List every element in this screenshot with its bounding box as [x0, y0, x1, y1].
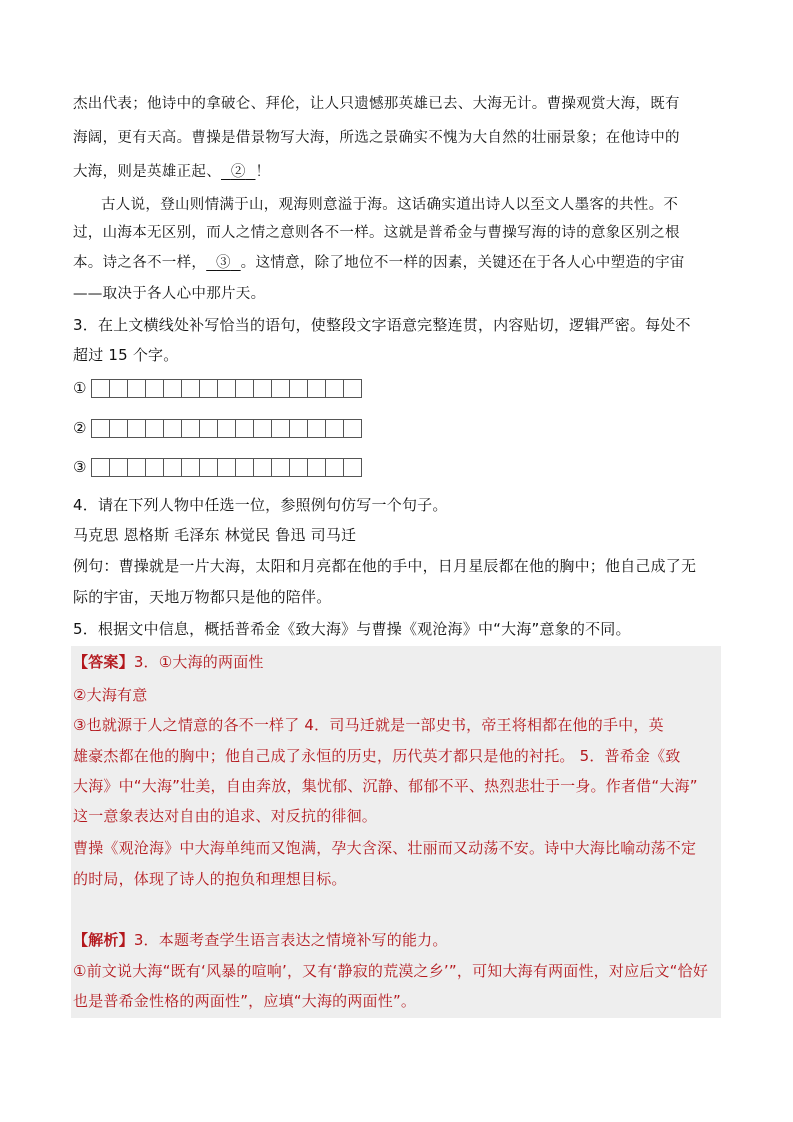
answer-text: 3．①大海的两面性 — [133, 653, 264, 671]
question-4-example: 际的宇宙，天地万物都只是他的陪伴。 — [73, 588, 332, 606]
passage-text: ！ — [255, 164, 271, 180]
answer-line — [73, 651, 264, 672]
grid-label: ③ — [73, 458, 87, 476]
passage-text: 本。诗之各不一样， — [73, 255, 207, 271]
question-4-example: 例句：曹操就是一片大海，太阳和月亮都在他的手中，日月星辰都在他的胸中；他自己成了无 — [73, 557, 697, 575]
passage-text: 大海，则是英雄正起、 — [73, 164, 221, 180]
char-boxes[interactable] — [91, 458, 362, 477]
question-4-text: 4．请在下列人物中任选一位，参照例句仿写一个句子。 — [73, 496, 448, 514]
answer-line: 这一意象表达对自由的追求、对反抗的徘徊。 — [73, 807, 378, 825]
question-3-text: 3．在上文横线处补写恰当的语句，使整段文字语意完整连贯，内容贴切，逻辑严密。每处不 — [73, 316, 691, 334]
passage-line — [73, 160, 270, 181]
passage-line: 古人说，登山则情满于山，观海则意溢于海。这话确实道出诗人以至文人墨客的共性。不 — [101, 197, 679, 213]
question-4-names: 马克思 恩格斯 毛泽东 林觉民 鲁迅 司马迁 — [73, 526, 357, 544]
analysis-tag: 【解析】 — [73, 931, 134, 949]
answer-line: 曹操《观沧海》中大海单纯而又饱满，孕大含深、壮丽而又动荡不安。诗中大海比喻动荡不定 — [73, 839, 697, 857]
answer-grid-3 — [73, 456, 362, 478]
answer-line: 的时局，体现了诗人的抱负和理想目标。 — [73, 870, 347, 888]
answer-line: ②大海有意 — [73, 686, 148, 704]
grid-label: ② — [73, 419, 87, 437]
answer-line: 大海》中“大海”壮美，自由奔放，集忧郁、沉静、郁郁不平、热烈悲壮于一身。作者借“大海” — [73, 777, 698, 795]
answer-line: 雄豪杰都在他的胸中；他自己成了永恒的历史，历代英才都只是他的衬托。 5．普希金《致 — [73, 747, 681, 765]
passage-line — [73, 251, 685, 272]
passage-line: 杰出代表；他诗中的拿破仑、拜伦，让人只遗憾那英雄已去、大海无计。曹操观赏大海，既有 — [73, 96, 680, 112]
answer-line: ③也就源于人之情意的各不一样了 4．司马迁就是一部史书，帝王将相都在他的手中，英 — [73, 716, 664, 734]
question-3-text: 超过 15 个字。 — [73, 346, 179, 364]
answer-grid-2 — [73, 417, 362, 439]
passage-line: 过，山海本无区别，而人之情之意则各不一样。这就是普希金与曹操写海的诗的意象区别之根 — [73, 225, 680, 241]
char-boxes[interactable] — [91, 419, 362, 438]
passage-line: 海阔，更有天高。曹操是借景物写大海，所选之景确实不愧为大自然的壮丽景象；在他诗中的 — [73, 130, 680, 146]
question-5-text: 5．根据文中信息，概括普希金《致大海》与曹操《观沧海》中“大海”意象的不同。 — [73, 620, 631, 638]
answer-tag: 【答案】 — [73, 653, 134, 671]
analysis-line: 也是普希金性格的两面性”，应填“大海的两面性”。 — [73, 992, 417, 1010]
analysis-line: ①前文说大海“既有‘风暴的喧响’，又有‘静寂的荒漠之乡’”，可知大海有两面性，对应后文“恰好 — [73, 962, 709, 980]
blank-marker: ③ — [216, 255, 231, 271]
analysis-line — [73, 929, 448, 950]
blank-3 — [206, 255, 240, 271]
passage-line: ——取决于各人心中那片天。 — [73, 286, 266, 302]
grid-label: ① — [73, 379, 87, 397]
passage-text: 。这情意，除了地位不一样的因素，关键还在于各人心中塑造的宇宙 — [240, 255, 685, 271]
blank-marker: ② — [230, 164, 246, 180]
answer-grid-1 — [73, 377, 362, 399]
char-boxes[interactable] — [91, 379, 362, 398]
analysis-text: 3．本题考查学生语言表达之情境补写的能力。 — [133, 931, 448, 949]
blank-2 — [221, 164, 255, 180]
